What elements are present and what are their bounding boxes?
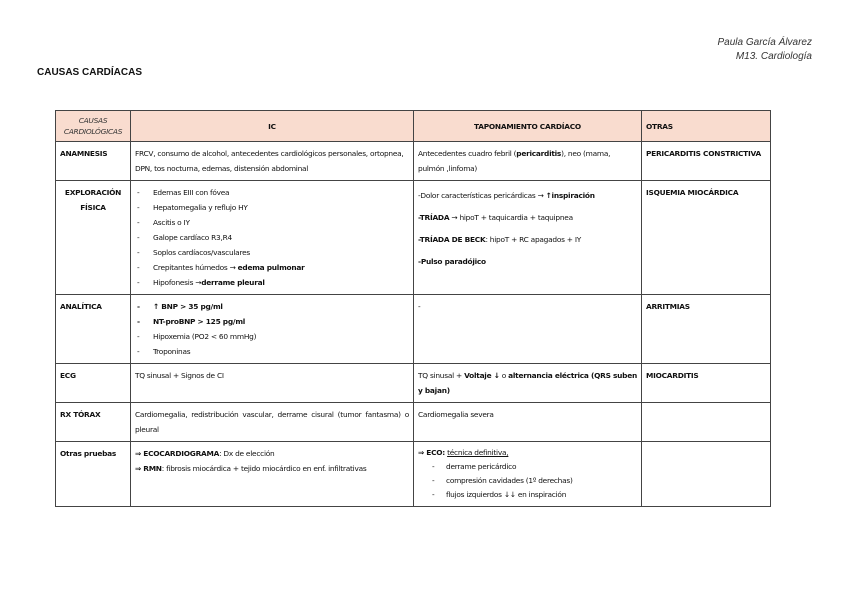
otras-pruebas-ic: ⇒ ECOCARDIOGRAMA: Dx de elección ⇒ RMN: fibrosis miocárdica + tejido miocárdico en enf. infiltrativas xyxy=(131,442,414,507)
ecg-taponamiento: TQ sinusal + Voltaje ↓ o alternancia eléctrica (QRS suben y bajan) xyxy=(414,364,642,403)
list-item: - ↑ BNP > 35 pg/ml xyxy=(135,299,409,314)
column-header-taponamiento: TAPONAMIENTO CARDÍACO xyxy=(414,111,642,142)
list-item: - Hipoxemia (PO2 < 60 mmHg) xyxy=(135,329,409,344)
list-item: - Hipofonesis →derrame pleural xyxy=(135,275,409,290)
list-item: - Crepitantes húmedos → edema pulmonar xyxy=(135,260,409,275)
list-item: - Edemas EIII con fóvea xyxy=(135,185,409,200)
corner-header: CAUSAS CARDIOLÓGICAS xyxy=(56,111,131,142)
table-row-analitica xyxy=(56,295,771,364)
row-label-anamnesis: ANAMNESIS xyxy=(56,142,131,181)
ecg-otras: MIOCARDITIS xyxy=(642,364,771,403)
list-item: - Ascitis o IY xyxy=(135,215,409,230)
list-item: - NT-proBNP > 125 pg/ml xyxy=(135,314,409,329)
course-name: M13. Cardiología xyxy=(735,51,812,62)
author-block xyxy=(718,36,813,64)
column-header-otras: OTRAS xyxy=(642,111,771,142)
row-label-analitica: ANALÍTICA xyxy=(56,295,131,364)
row-label-ecg: ECG xyxy=(56,364,131,403)
causes-table xyxy=(55,110,771,507)
anamnesis-ic: FRCV, consumo de alcohol, antecedentes cardiológicos personales, ortopnea, DPN, tos nocturna, edemas, distensión abdominal xyxy=(131,142,414,181)
table-row-ecg xyxy=(56,364,771,403)
rx-taponamiento: Cardiomegalia severa xyxy=(414,403,642,442)
rx-otras xyxy=(642,403,771,442)
table-row-exploracion xyxy=(56,181,771,295)
anamnesis-taponamiento: Antecedentes cuadro febril (pericarditis), neo (mama, pulmón ,linfoma) xyxy=(414,142,642,181)
rx-ic: Cardiomegalia, redistribución vascular, derrame cisural (tumor fantasma) o pleural xyxy=(131,403,414,442)
list-item: - Soplos cardíacos/vasculares xyxy=(135,245,409,260)
list-item: - flujos izquierdos ↓↓ en inspiración xyxy=(418,488,637,502)
table-row-anamnesis xyxy=(56,142,771,181)
otras-pruebas-taponamiento: ⇒ ECO: técnica definitiva, - derrame pericárdico - compresión cavidades (1º derechas) - flujos izquierdos ↓↓ en inspiración xyxy=(414,442,642,507)
exploracion-ic xyxy=(131,181,414,295)
analitica-taponamiento: - xyxy=(414,295,642,364)
list-item: - compresión cavidades (1º derechas) xyxy=(418,474,637,488)
table-header-row xyxy=(56,111,771,142)
otras-pruebas-otras xyxy=(642,442,771,507)
analitica-otras: ARRITMIAS xyxy=(642,295,771,364)
author-name: Paula García Álvarez xyxy=(717,37,812,48)
row-label-exploracion: EXPLORACIÓN FÍSICA xyxy=(56,181,131,295)
exploracion-taponamiento: -Dolor características pericárdicas → ↑inspiración -TRÍADA → hipoT + taquicardia + taquipnea -TRÍADA DE BECK: hipoT + RC apagados + IY -Pulso paradójico xyxy=(414,181,642,295)
list-item: - Hepatomegalia y reflujo HY xyxy=(135,200,409,215)
ecg-ic: TQ sinusal + Signos de CI xyxy=(131,364,414,403)
row-label-rx: RX TÓRAX xyxy=(56,403,131,442)
row-label-otras-pruebas: Otras pruebas xyxy=(56,442,131,507)
anamnesis-otras: PERICARDITIS CONSTRICTIVA xyxy=(642,142,771,181)
analitica-ic xyxy=(131,295,414,364)
table-row-otras-pruebas xyxy=(56,442,771,507)
exploracion-otras: ISQUEMIA MIOCÁRDICA xyxy=(642,181,771,295)
list-item: - Troponinas xyxy=(135,344,409,359)
list-item: - Galope cardíaco R3,R4 xyxy=(135,230,409,245)
column-header-ic: IC xyxy=(131,111,414,142)
page-title: CAUSAS CARDÍACAS xyxy=(37,67,143,78)
table-row-rx xyxy=(56,403,771,442)
list-item: - derrame pericárdico xyxy=(418,460,637,474)
